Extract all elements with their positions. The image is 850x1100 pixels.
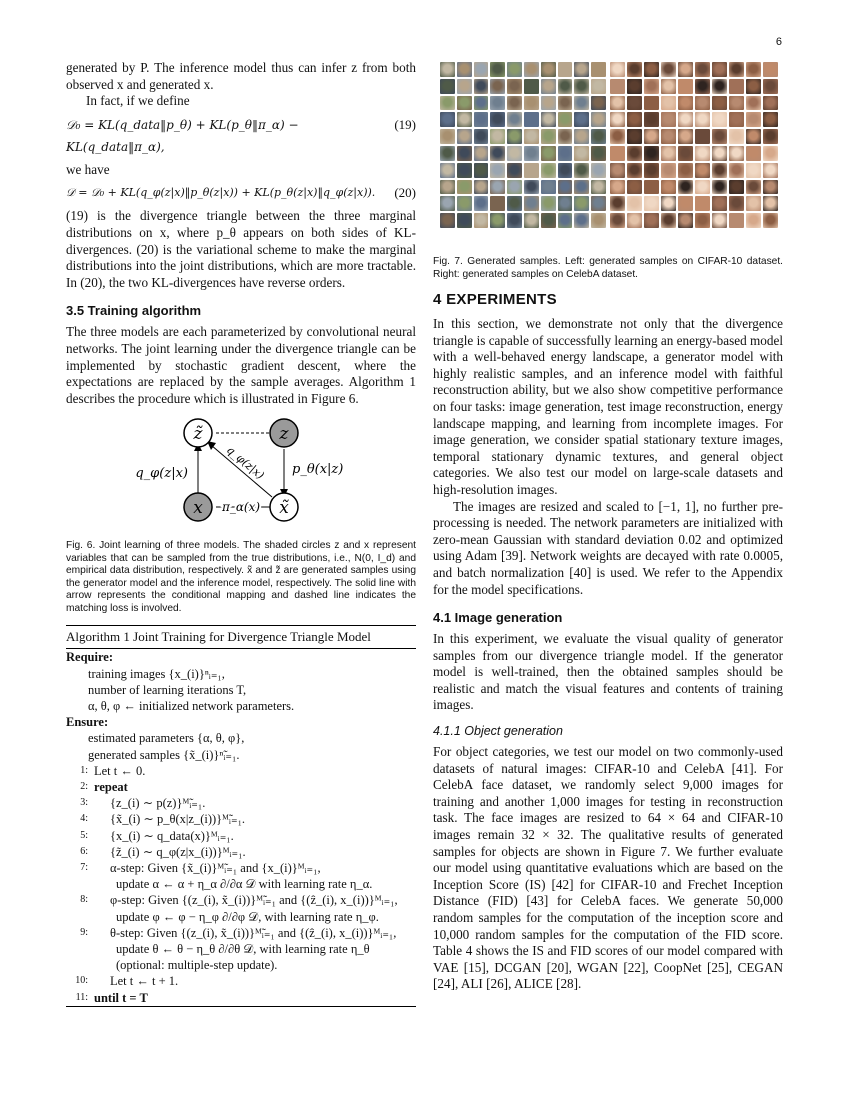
node-z-label: z: [279, 424, 289, 445]
algorithm-req-2: number of learning iterations T,: [88, 682, 247, 697]
celeba-sample-thumbnail: [610, 163, 625, 178]
node-x-label: x: [193, 498, 203, 519]
celeba-sample-thumbnail: [610, 79, 625, 94]
equation-19-number: (19): [394, 116, 416, 132]
figure-6-diagram: [66, 415, 416, 525]
celeba-sample-thumbnail: [610, 129, 625, 144]
algorithm-line-2: 2: repeat: [80, 779, 128, 794]
paragraph-object-generation: For object categories, we test our model on two commonly-used datasets of natural images: CIFAR-10 and CelebA [41]. For CelebA face dataset, we randomly select 9,000 images for training and another 1,000 images for testing in reconstruction task. The face images are resized to 64 × 64 and CIFAR-10 images remain 32 × 32. The qualitative results of generated samples for objects are shown in Figure 7. We further evaluate our model using quantitative evaluations which are based on the Inception Score (IS) [42] for CIFAR-10 and Frechet Inception Distance (FID) [43] for CelebA faces. We generate 50,000 random samples for the computation of the inception score and 10,000 random samples for the computation of the FID score. Table 4 shows the IS and FID scores of our model compared with VAE [15], DCGAN [20], WGAN [22], CoopNet [25], CEGAN [24], ALI [26], ALICE [28].: [433, 744, 783, 992]
cifar-sample-thumbnail: [490, 62, 505, 77]
cifar-sample-thumbnail: [591, 129, 606, 144]
celeba-samples-grid: [610, 62, 778, 228]
cifar-sample-thumbnail: [524, 196, 539, 211]
cifar-sample-thumbnail: [591, 146, 606, 161]
cifar-sample-thumbnail: [507, 112, 522, 127]
cifar-sample-thumbnail: [574, 163, 589, 178]
cifar-sample-thumbnail: [474, 62, 489, 77]
celeba-sample-thumbnail: [746, 79, 761, 94]
celeba-sample-thumbnail: [644, 180, 659, 195]
cifar-sample-thumbnail: [440, 62, 455, 77]
celeba-sample-thumbnail: [661, 62, 676, 77]
paragraph-experiments-setup: The images are resized and scaled to [−1, 1], no further pre-processing is needed. The network parameters are initialized with zero-mean Gaussian with standard deviation 0.02 and optimized using Adam [39]. Network weights are decayed with rate 0.0005, and batch normalization [40] is used. We refer to the Appendix for the model specifications.: [433, 498, 783, 597]
celeba-sample-thumbnail: [712, 146, 727, 161]
celeba-sample-thumbnail: [627, 180, 642, 195]
celeba-sample-thumbnail: [763, 196, 778, 211]
algorithm-ensure: Ensure:: [66, 715, 109, 730]
cifar-sample-thumbnail: [457, 112, 472, 127]
cifar-sample-thumbnail: [490, 163, 505, 178]
label-q-left: q_φ(z|x): [135, 466, 188, 482]
cifar-sample-thumbnail: [507, 146, 522, 161]
algorithm-line-4: 4: {x̃_(i) ∼ p_θ(x|z_(i))}ᴹ̃ᵢ₌₁.: [80, 812, 246, 827]
cifar-sample-thumbnail: [457, 79, 472, 94]
algorithm-line-8: 8: φ-step: Given {(z_(i), x̃_(i))}ᴹ̃ᵢ₌₁ and {(ẑ_(i), x_(i))}ᴹᵢ₌₁,: [80, 893, 398, 908]
celeba-sample-thumbnail: [712, 79, 727, 94]
celeba-sample-thumbnail: [695, 112, 710, 127]
celeba-sample-thumbnail: [712, 213, 727, 228]
celeba-sample-thumbnail: [695, 62, 710, 77]
celeba-sample-thumbnail: [712, 62, 727, 77]
cifar-sample-thumbnail: [558, 79, 573, 94]
cifar-sample-thumbnail: [541, 180, 556, 195]
cifar-sample-thumbnail: [457, 129, 472, 144]
celeba-sample-thumbnail: [763, 180, 778, 195]
section-heading-4-1: 4.1 Image generation: [433, 610, 563, 626]
celeba-sample-thumbnail: [729, 79, 744, 94]
cifar-sample-thumbnail: [507, 213, 522, 228]
cifar-sample-thumbnail: [490, 213, 505, 228]
celeba-sample-thumbnail: [712, 96, 727, 111]
celeba-sample-thumbnail: [695, 163, 710, 178]
equation-19-body: 𝒟₀ = KL(q_data‖p_θ) + KL(p_θ‖π_α) − KL(q_data‖π_α),: [66, 117, 299, 154]
paragraph-training: The three models are each parameterized by convolutional neural networks. The joint learning under the divergence triangle can be implemented by stochastic gradient descent, where the expectations are replaced by the sample averages. Algorithm 1 describes the procedure which is illustrated in Figure 6.: [66, 324, 416, 406]
cifar-sample-thumbnail: [474, 180, 489, 195]
celeba-sample-thumbnail: [661, 96, 676, 111]
celeba-sample-thumbnail: [610, 62, 625, 77]
cifar-sample-thumbnail: [440, 196, 455, 211]
celeba-sample-thumbnail: [678, 180, 693, 195]
celeba-sample-thumbnail: [712, 163, 727, 178]
celeba-sample-thumbnail: [678, 96, 693, 111]
figure-7-caption: Fig. 7. Generated samples. Left: generated samples on CIFAR-10 dataset. Right: generated samples on CelebA dataset.: [433, 256, 783, 280]
celeba-sample-thumbnail: [695, 96, 710, 111]
cifar-sample-thumbnail: [457, 146, 472, 161]
equation-19: [66, 114, 416, 158]
algorithm-ens-2: generated samples {x̃_(i)}ⁿ̃ᵢ₌₁.: [88, 747, 240, 762]
celeba-sample-thumbnail: [763, 79, 778, 94]
algorithm-line-9b: update θ ← θ − η_θ ∂/∂θ 𝒟, with learning rate η_θ: [116, 941, 370, 956]
cifar-sample-thumbnail: [591, 96, 606, 111]
left-column: [66, 60, 416, 1007]
cifar-sample-thumbnail: [524, 96, 539, 111]
celeba-sample-thumbnail: [610, 96, 625, 111]
celeba-sample-thumbnail: [661, 196, 676, 211]
label-pi-bottom: π_α(x): [221, 500, 261, 515]
cifar-sample-thumbnail: [541, 146, 556, 161]
algorithm-line-1: 1: Let t ← 0.: [80, 763, 146, 778]
cifar-sample-thumbnail: [558, 96, 573, 111]
cifar-sample-thumbnail: [457, 96, 472, 111]
celeba-sample-thumbnail: [610, 112, 625, 127]
algorithm-line-10: 10: Let t ← t + 1.: [75, 974, 179, 989]
cifar-sample-thumbnail: [558, 196, 573, 211]
cifar-sample-thumbnail: [591, 180, 606, 195]
celeba-sample-thumbnail: [712, 180, 727, 195]
celeba-sample-thumbnail: [695, 196, 710, 211]
cifar-sample-thumbnail: [457, 196, 472, 211]
cifar-sample-thumbnail: [558, 163, 573, 178]
celeba-sample-thumbnail: [627, 129, 642, 144]
paragraph-image-generation: In this experiment, we evaluate the visual quality of generator samples from our divergence triangle model. If the generator model is well-trained, then the obtained samples should be realistic and match the visual features and contents of training images.: [433, 631, 783, 713]
celeba-sample-thumbnail: [678, 62, 693, 77]
cifar-sample-thumbnail: [490, 96, 505, 111]
celeba-sample-thumbnail: [712, 196, 727, 211]
cifar-sample-thumbnail: [440, 163, 455, 178]
celeba-sample-thumbnail: [729, 146, 744, 161]
celeba-sample-thumbnail: [661, 180, 676, 195]
cifar-sample-thumbnail: [524, 62, 539, 77]
celeba-sample-thumbnail: [746, 146, 761, 161]
cifar-sample-thumbnail: [574, 213, 589, 228]
section-heading-4-1-1: 4.1.1 Object generation: [433, 724, 563, 739]
equation-20: [66, 182, 416, 204]
cifar-sample-thumbnail: [541, 129, 556, 144]
cifar-sample-thumbnail: [591, 79, 606, 94]
celeba-sample-thumbnail: [695, 213, 710, 228]
cifar-sample-thumbnail: [457, 213, 472, 228]
cifar-sample-thumbnail: [574, 146, 589, 161]
cifar-sample-thumbnail: [507, 129, 522, 144]
cifar-sample-thumbnail: [457, 163, 472, 178]
algorithm-require: Require:: [66, 650, 113, 665]
celeba-sample-thumbnail: [763, 62, 778, 77]
celeba-sample-thumbnail: [644, 213, 659, 228]
cifar-sample-thumbnail: [440, 129, 455, 144]
cifar-sample-thumbnail: [507, 196, 522, 211]
cifar-sample-thumbnail: [457, 180, 472, 195]
cifar-sample-thumbnail: [524, 163, 539, 178]
cifar-sample-thumbnail: [507, 163, 522, 178]
cifar-sample-thumbnail: [474, 79, 489, 94]
node-x-tilde-label: x̃: [279, 498, 289, 519]
cifar-sample-thumbnail: [541, 213, 556, 228]
celeba-sample-thumbnail: [627, 163, 642, 178]
celeba-sample-thumbnail: [610, 146, 625, 161]
celeba-sample-thumbnail: [678, 196, 693, 211]
cifar-sample-thumbnail: [574, 96, 589, 111]
cifar-sample-thumbnail: [558, 129, 573, 144]
cifar-sample-thumbnail: [591, 112, 606, 127]
cifar-sample-thumbnail: [574, 180, 589, 195]
celeba-sample-thumbnail: [661, 146, 676, 161]
cifar-sample-thumbnail: [591, 163, 606, 178]
cifar-sample-thumbnail: [541, 79, 556, 94]
celeba-sample-thumbnail: [661, 213, 676, 228]
celeba-sample-thumbnail: [763, 112, 778, 127]
celeba-sample-thumbnail: [695, 146, 710, 161]
celeba-sample-thumbnail: [627, 196, 642, 211]
right-column: [433, 256, 783, 993]
cifar-sample-thumbnail: [507, 96, 522, 111]
celeba-sample-thumbnail: [661, 112, 676, 127]
algorithm-line-7: 7: α-step: Given {x̃_(i)}ᴹ̃ᵢ₌₁ and {x_(i)}ᴹᵢ₌₁,: [80, 860, 321, 875]
cifar-sample-thumbnail: [474, 213, 489, 228]
celeba-sample-thumbnail: [644, 96, 659, 111]
label-q-diagonal: q_φ(z|x): [224, 443, 267, 483]
cifar-sample-thumbnail: [474, 96, 489, 111]
algorithm-title: Algorithm 1 Joint Training for Divergence Triangle Model: [66, 626, 416, 649]
cifar-sample-thumbnail: [440, 146, 455, 161]
celeba-sample-thumbnail: [763, 213, 778, 228]
cifar-sample-thumbnail: [524, 213, 539, 228]
cifar-sample-thumbnail: [541, 62, 556, 77]
algorithm-line-7b: update α ← α + η_α ∂/∂α 𝒟 with learning rate η_α.: [116, 877, 373, 892]
cifar-sample-thumbnail: [558, 213, 573, 228]
celeba-sample-thumbnail: [627, 112, 642, 127]
celeba-sample-thumbnail: [661, 79, 676, 94]
algorithm-line-9: 9: θ-step: Given {(z_(i), x̃_(i))}ᴹ̃ᵢ₌₁ and {(ẑ_(i), x_(i))}ᴹᵢ₌₁,: [80, 925, 397, 940]
cifar-sample-thumbnail: [440, 96, 455, 111]
cifar-sample-thumbnail: [558, 112, 573, 127]
celeba-sample-thumbnail: [729, 129, 744, 144]
cifar-sample-thumbnail: [490, 129, 505, 144]
section-heading-4: 4 EXPERIMENTS: [433, 291, 557, 308]
paragraph-we-have: we have: [66, 161, 110, 177]
celeba-sample-thumbnail: [644, 129, 659, 144]
celeba-sample-thumbnail: [644, 196, 659, 211]
celeba-sample-thumbnail: [729, 96, 744, 111]
cifar-sample-thumbnail: [507, 180, 522, 195]
algorithm-line-5: 5: {x_(i) ∼ q_data(x)}ᴹᵢ₌₁.: [80, 828, 234, 843]
celeba-sample-thumbnail: [746, 180, 761, 195]
algorithm-line-9c: (optional: multiple-step update).: [116, 958, 278, 973]
cifar-sample-thumbnail: [474, 112, 489, 127]
cifar-sample-thumbnail: [558, 146, 573, 161]
cifar-sample-thumbnail: [574, 79, 589, 94]
celeba-sample-thumbnail: [678, 129, 693, 144]
celeba-sample-thumbnail: [763, 96, 778, 111]
cifar-sample-thumbnail: [541, 96, 556, 111]
cifar-sample-thumbnail: [440, 213, 455, 228]
cifar-sample-thumbnail: [474, 146, 489, 161]
celeba-sample-thumbnail: [729, 163, 744, 178]
paragraph-divergence-triangle: (19) is the divergence triangle between the three marginal distributions on x, where p_θ appears on both sides of KL-divergences. (20) is the variational scheme to make the marginal distributions into the joint distributions, which are more tractable. In (20), the two KL-divergences have reverse orders.: [66, 208, 416, 290]
cifar-sample-thumbnail: [541, 196, 556, 211]
cifar-sample-thumbnail: [440, 112, 455, 127]
paragraph-define: In fact, if we define: [86, 93, 190, 109]
celeba-sample-thumbnail: [712, 129, 727, 144]
cifar-sample-thumbnail: [574, 62, 589, 77]
cifar-sample-thumbnail: [591, 62, 606, 77]
algorithm-line-6: 6: {z̃_(i) ∼ q_φ(z|x_(i))}ᴹᵢ₌₁.: [80, 844, 246, 859]
celeba-sample-thumbnail: [678, 79, 693, 94]
cifar-sample-thumbnail: [440, 79, 455, 94]
cifar-sample-thumbnail: [440, 180, 455, 195]
cifar-sample-thumbnail: [507, 62, 522, 77]
paragraph-experiments-intro: In this section, we demonstrate not only that the divergence triangle is capable of successfully learning an energy-based model with a well-behaved energy landscape, a generator model with highly realistic samples, and an inference model with faithful reconstruction ability, but we also show competitive performance on four tasks: image generation, test image reconstruction, energy landscape mapping, and learning from incomplete images. For image generation, we consider spatial stationary texture images, temporal stationary dynamic textures, and general object categories. We also test our model on large-scale datasets and high-resolution images.: [433, 316, 783, 497]
celeba-sample-thumbnail: [746, 112, 761, 127]
celeba-sample-thumbnail: [746, 96, 761, 111]
cifar-sample-thumbnail: [524, 180, 539, 195]
cifar-sample-thumbnail: [490, 146, 505, 161]
cifar-sample-thumbnail: [490, 180, 505, 195]
equation-20-body: 𝒟 = 𝒟₀ + KL(q_φ(z|x)‖p_θ(z|x)) + KL(p_θ(z|x)‖q_φ(z|x)).: [66, 186, 376, 200]
cifar-sample-thumbnail: [524, 129, 539, 144]
cifar-samples-grid: [440, 62, 606, 228]
celeba-sample-thumbnail: [712, 112, 727, 127]
cifar-sample-thumbnail: [457, 62, 472, 77]
cifar-sample-thumbnail: [490, 79, 505, 94]
algorithm-req-3: α, θ, φ ← initialized network parameters.: [88, 698, 295, 713]
cifar-sample-thumbnail: [591, 213, 606, 228]
node-z-tilde-label: z̃: [193, 424, 203, 445]
cifar-sample-thumbnail: [474, 163, 489, 178]
celeba-sample-thumbnail: [729, 196, 744, 211]
celeba-sample-thumbnail: [763, 129, 778, 144]
celeba-sample-thumbnail: [644, 146, 659, 161]
cifar-sample-thumbnail: [524, 79, 539, 94]
cifar-sample-thumbnail: [558, 180, 573, 195]
celeba-sample-thumbnail: [678, 163, 693, 178]
celeba-sample-thumbnail: [627, 79, 642, 94]
cifar-sample-thumbnail: [490, 112, 505, 127]
celeba-sample-thumbnail: [644, 79, 659, 94]
celeba-sample-thumbnail: [678, 112, 693, 127]
celeba-sample-thumbnail: [695, 79, 710, 94]
celeba-sample-thumbnail: [746, 163, 761, 178]
celeba-sample-thumbnail: [627, 62, 642, 77]
celeba-sample-thumbnail: [627, 146, 642, 161]
celeba-sample-thumbnail: [729, 213, 744, 228]
celeba-sample-thumbnail: [763, 146, 778, 161]
cifar-sample-thumbnail: [541, 112, 556, 127]
cifar-sample-thumbnail: [507, 79, 522, 94]
celeba-sample-thumbnail: [661, 163, 676, 178]
celeba-sample-thumbnail: [695, 129, 710, 144]
celeba-sample-thumbnail: [627, 96, 642, 111]
celeba-sample-thumbnail: [729, 112, 744, 127]
celeba-sample-thumbnail: [729, 62, 744, 77]
celeba-sample-thumbnail: [644, 62, 659, 77]
section-heading-3-5: 3.5 Training algorithm: [66, 303, 202, 319]
celeba-sample-thumbnail: [610, 196, 625, 211]
celeba-sample-thumbnail: [746, 129, 761, 144]
algorithm-req-1: training images {x_(i)}ⁿᵢ₌₁,: [88, 666, 225, 681]
celeba-sample-thumbnail: [729, 180, 744, 195]
cifar-sample-thumbnail: [474, 196, 489, 211]
cifar-sample-thumbnail: [574, 129, 589, 144]
cifar-sample-thumbnail: [558, 62, 573, 77]
label-p-right: p_θ(x|z): [292, 462, 344, 478]
paragraph-continued: generated by P. The inference model thus can infer z from both observed x and generated x.: [66, 60, 416, 92]
equation-20-number: (20): [394, 185, 416, 201]
cifar-sample-thumbnail: [524, 112, 539, 127]
cifar-sample-thumbnail: [574, 196, 589, 211]
page-number: 6: [775, 36, 782, 48]
celeba-sample-thumbnail: [610, 180, 625, 195]
algorithm-line-11: 11: until t = T: [75, 990, 148, 1005]
celeba-sample-thumbnail: [763, 163, 778, 178]
cifar-sample-thumbnail: [591, 196, 606, 211]
celeba-sample-thumbnail: [695, 180, 710, 195]
celeba-sample-thumbnail: [644, 112, 659, 127]
cifar-sample-thumbnail: [490, 196, 505, 211]
celeba-sample-thumbnail: [746, 213, 761, 228]
algorithm-line-8b: update φ ← φ − η_φ ∂/∂φ 𝒟, with learning rate η_φ.: [116, 909, 379, 924]
figure-6-caption: Fig. 6. Joint learning of three models. The shaded circles z and x represent variables that can be sampled from the true distributions, i.e., N(0, I_d) and empirical data distribution, respectively. x̃ and z̃ are generated samples using the generator model and the inference model, respectively. The solid line with arrow represents the conditional mapping and dashed line indicates the matching loss is involved.: [66, 540, 416, 614]
algorithm-1: [66, 625, 416, 1006]
celeba-sample-thumbnail: [746, 62, 761, 77]
celeba-sample-thumbnail: [678, 146, 693, 161]
cifar-sample-thumbnail: [574, 112, 589, 127]
celeba-sample-thumbnail: [661, 129, 676, 144]
algorithm-ens-1: estimated parameters {α, θ, φ},: [88, 731, 245, 746]
cifar-sample-thumbnail: [541, 163, 556, 178]
celeba-sample-thumbnail: [627, 213, 642, 228]
celeba-sample-thumbnail: [610, 213, 625, 228]
algorithm-line-3: 3: {z_(i) ∼ p(z)}ᴹ̃ᵢ₌₁.: [80, 796, 206, 811]
cifar-sample-thumbnail: [474, 129, 489, 144]
celeba-sample-thumbnail: [746, 196, 761, 211]
cifar-sample-thumbnail: [524, 146, 539, 161]
celeba-sample-thumbnail: [678, 213, 693, 228]
celeba-sample-thumbnail: [644, 163, 659, 178]
